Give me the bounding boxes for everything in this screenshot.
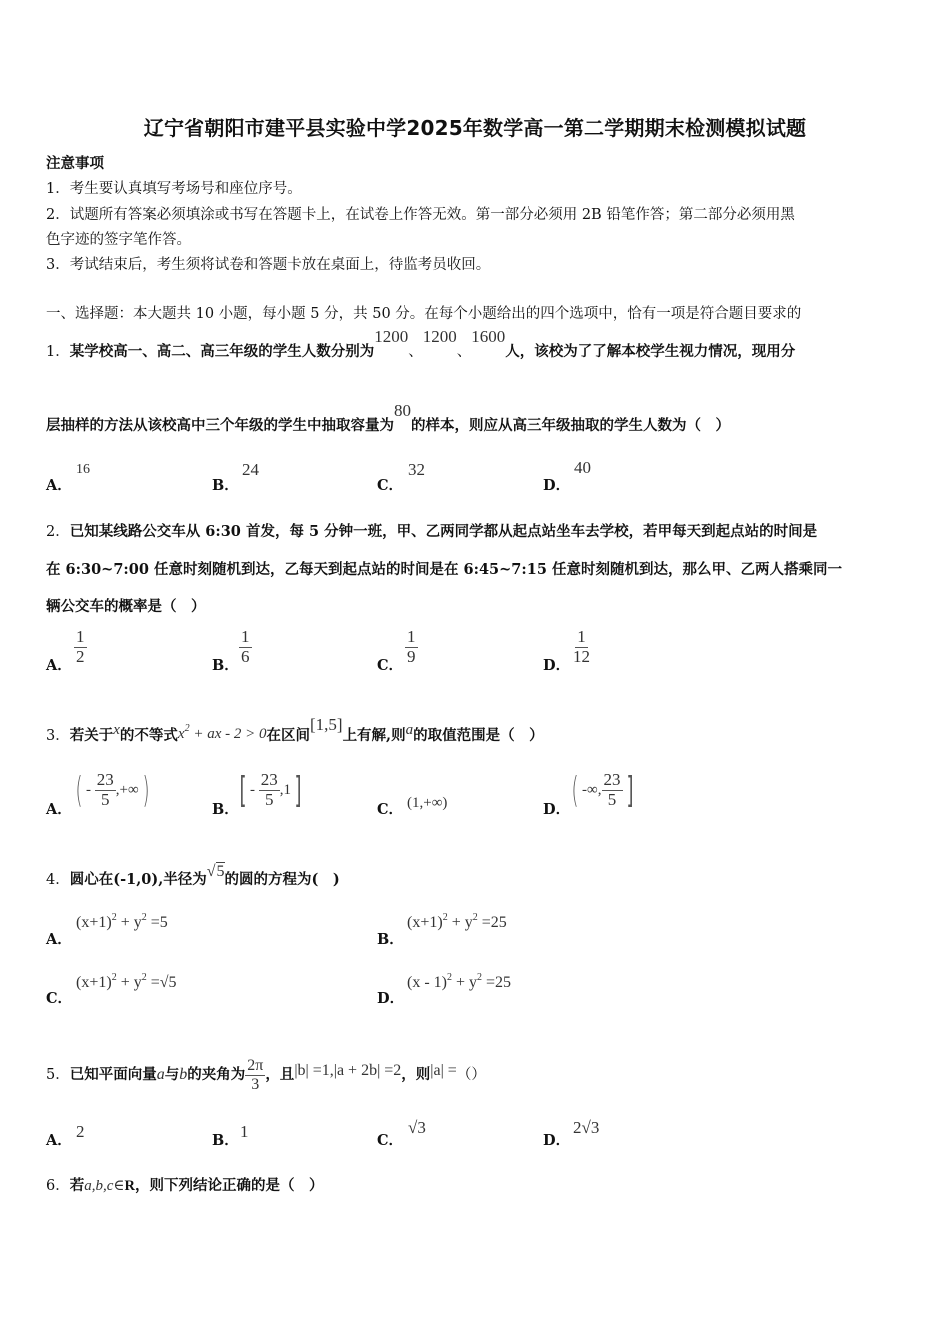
- q5-option-d[interactable]: D．: [543, 1132, 571, 1149]
- q3-option-d[interactable]: D．: [543, 801, 571, 818]
- q2-option-a-value: $\frac{1}{2}$: [76, 627, 85, 666]
- page-title: 辽宁省朝阳市建平县实验中学2025年数学高一第二学期期末检测模拟试题: [143, 116, 807, 140]
- q2-option-b-value: $\frac{1}{6}$: [241, 627, 250, 666]
- q3-option-c-value: (1,+∞): [407, 795, 448, 811]
- q5-option-c-value: √3: [408, 1118, 426, 1137]
- q1-option-a[interactable]: A．: [46, 477, 72, 494]
- question-6: 6．若a,b,c∈R，则下列结论正确的是（ ）: [46, 1177, 324, 1194]
- notice-heading: 注意事项: [46, 155, 104, 172]
- q5-option-b[interactable]: B．: [212, 1132, 239, 1149]
- question-1-line-2: 层抽样的方法从该校高中三个年级的学生中抽取容量为80的样本，则应从高三年级抽取的学生人数为（ ）: [46, 401, 730, 434]
- q2-option-c-value: $\frac{1}{9}$: [407, 627, 416, 666]
- q2-option-c[interactable]: C．: [377, 657, 404, 674]
- question-3: 3．若关于x的不等式$x^2$ + ax - 2 > 0在区间[1,5]上有解,则a的取值范围是（ ）: [46, 715, 544, 744]
- q2-option-d-value: $\frac{1}{12}$: [573, 627, 590, 666]
- q4-option-d-value: $(x - 1)^2 + y^2 =25$: [407, 972, 512, 991]
- notice-item-3: 3．考试结束后，考生须将试卷和答题卡放在桌面上，待监考员收回。: [46, 257, 491, 273]
- q3-option-b-value: [ - $\frac{23}{5}$ ,1]: [239, 770, 302, 811]
- q4-option-a-value: $(x+1)^2 + y^2 =5$: [76, 912, 168, 931]
- q3-option-c[interactable]: C．: [377, 801, 404, 818]
- question-2-line-1: 2．已知某线路公交车从 6:30 首发，每 5 分钟一班，甲、乙两同学都从起点站坐车去学校，若甲每天到起点站的时间是: [46, 523, 818, 540]
- question-2-line-2: 在 6:30~7:00 任意时刻随机到达，乙每天到起点站的时间是在 6:45~7:15 任意时刻随机到达，那么甲、乙两人搭乘同一: [46, 561, 842, 578]
- q2-option-a[interactable]: A．: [46, 657, 72, 674]
- section-heading: 一、选择题：本大题共 10 小题，每小题 5 分，共 50 分。在每个小题给出的四个选项中，恰有一项是符合题目要求的: [46, 306, 802, 322]
- q1-option-a-value: 16: [76, 462, 90, 477]
- q4-option-a[interactable]: A．: [46, 931, 72, 948]
- q4-option-d[interactable]: D．: [377, 990, 405, 1007]
- question-4: 4．圆心在(-1,0),半径为√5的圆的方程为( ): [46, 863, 340, 888]
- q3-option-a[interactable]: A．: [46, 801, 72, 818]
- q3-option-d-value: ( -∞, $\frac{23}{5}$ ]: [571, 770, 634, 811]
- notice-item-1: 1．考生要认真填写考场号和座位序号。: [46, 181, 302, 197]
- q4-option-b-value: $(x+1)^2 + y^2 =25$: [407, 912, 507, 931]
- question-1-line-1: 1．某学校高一、高二、高三年级的学生人数分别为1200、1200、1600人，该校为了了解本校学生视力情况，现用分: [46, 327, 796, 360]
- q2-option-d[interactable]: D．: [543, 657, 571, 674]
- q4-option-c-value: $(x+1)^2 + y^2 =√5$: [76, 972, 177, 991]
- q5-option-c[interactable]: C．: [377, 1132, 404, 1149]
- q3-option-b[interactable]: B．: [212, 801, 239, 818]
- q1-option-b[interactable]: B．: [212, 477, 239, 494]
- q2-option-b[interactable]: B．: [212, 657, 239, 674]
- q1-option-d[interactable]: D．: [543, 477, 571, 494]
- question-2-line-3: 辆公交车的概率是（ ）: [46, 598, 206, 615]
- q3-option-a-value: ( - $\frac{23}{5}$ ,+∞): [75, 770, 150, 811]
- notice-item-2: 2．试题所有答案必须填涂或书写在答题卡上，在试卷上作答无效。第一部分必须用 2B 铅笔作答；第二部分必须用黑: [46, 207, 795, 223]
- notice-item-2-cont: 色字迹的签字笔作答。: [46, 232, 191, 248]
- q5-option-a-value: 2: [76, 1122, 85, 1141]
- q1-option-c[interactable]: C．: [377, 477, 404, 494]
- question-number: 1．: [46, 344, 70, 360]
- question-5: 5．已知平面向量a与b的夹角为 $\frac{2\pi}{3}$ ，且|b| =1,|a + 2b| =2，则|a| =（）: [46, 1057, 486, 1093]
- q5-option-a[interactable]: A．: [46, 1132, 72, 1149]
- q1-option-d-value: 40: [574, 458, 591, 477]
- q5-option-b-value: 1: [240, 1122, 249, 1141]
- q5-option-d-value: 2√3: [573, 1118, 600, 1137]
- q1-option-c-value: 32: [408, 460, 425, 479]
- q4-option-b[interactable]: B．: [377, 931, 404, 948]
- q1-option-b-value: 24: [242, 460, 259, 479]
- q4-option-c[interactable]: C．: [46, 990, 73, 1007]
